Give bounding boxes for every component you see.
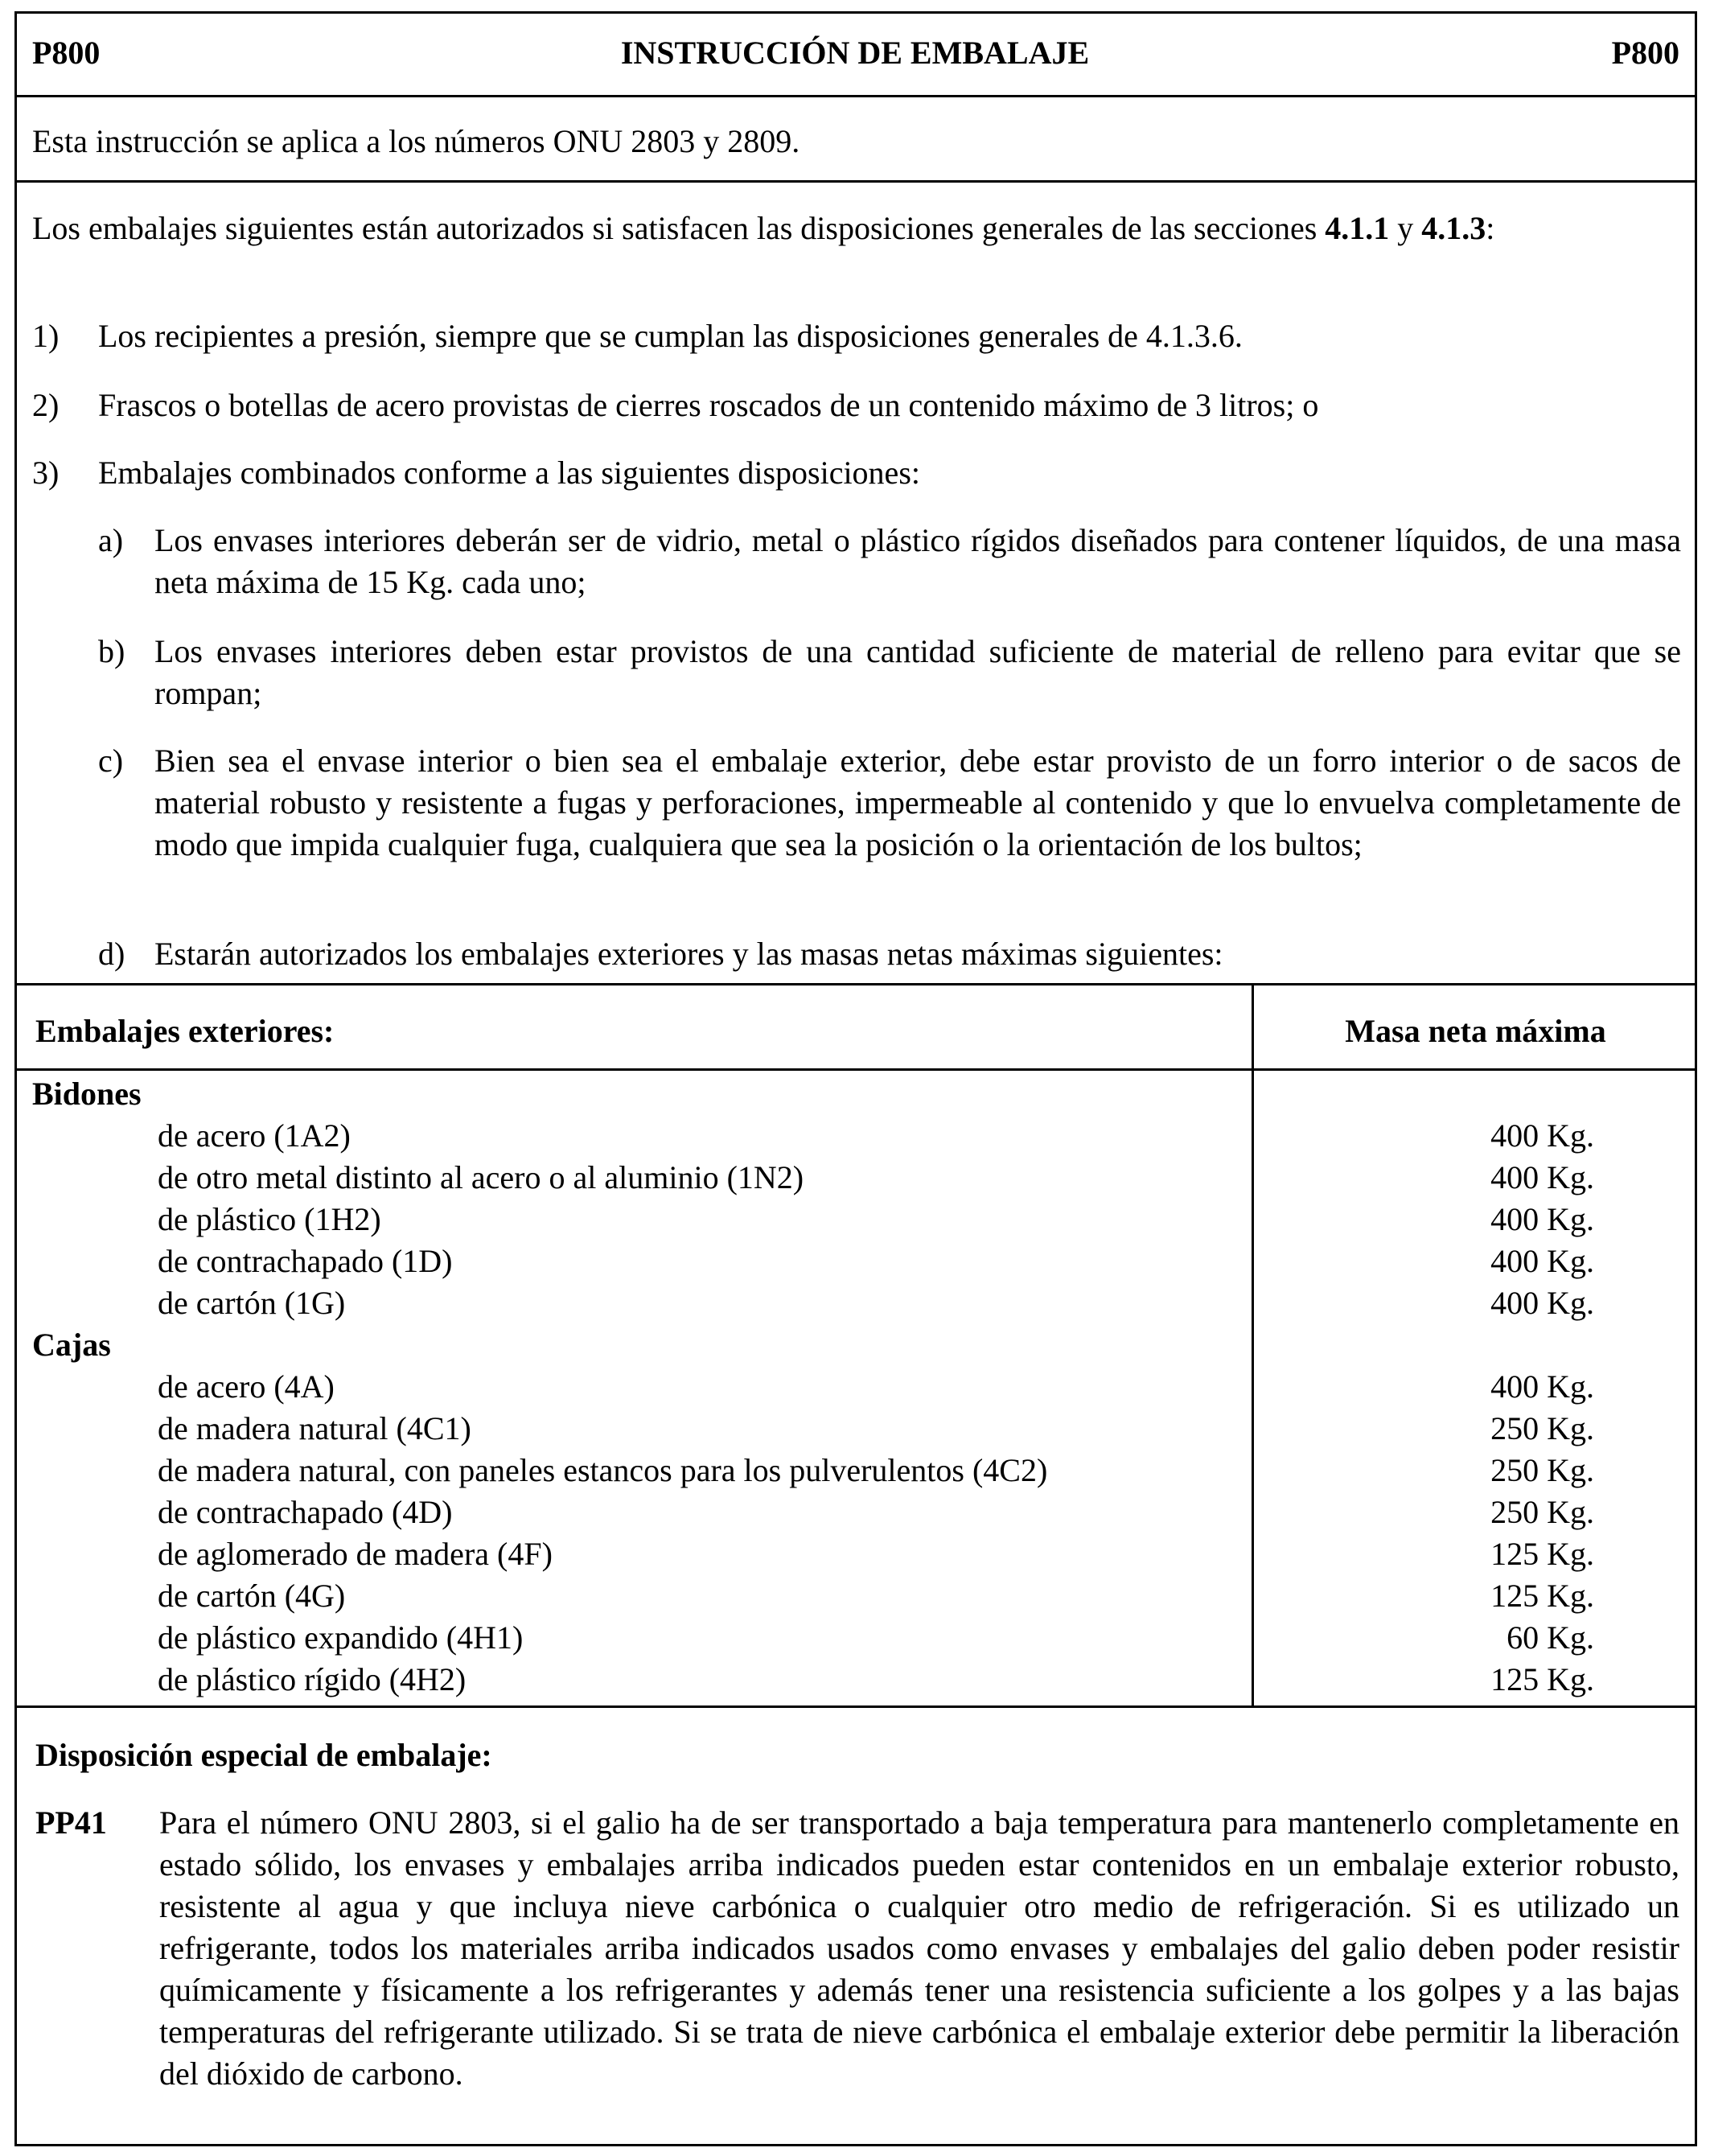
item-3-number: 3) <box>32 455 60 491</box>
table-row-value: 125 Kg. <box>1490 1578 1594 1614</box>
item-2-number: 2) <box>32 387 60 423</box>
item-3-text: Embalajes combinados conforme a las siguientes disposiciones: <box>98 455 920 491</box>
table-row-label: de madera natural (4C1) <box>158 1410 471 1446</box>
table-row-value: 250 Kg. <box>1490 1494 1594 1530</box>
header-title: INSTRUCCIÓN DE EMBALAJE <box>620 35 1090 71</box>
group-drums-heading: Bidones <box>32 1076 142 1112</box>
subitem-a-letter: a) <box>98 522 124 558</box>
table-header-outer-packaging: Embalajes exteriores: <box>35 1013 335 1049</box>
table-row-value: 250 Kg. <box>1490 1410 1594 1446</box>
group-boxes-heading: Cajas <box>32 1327 111 1363</box>
intro-ref-4-1-3: 4.1.3 <box>1421 210 1486 246</box>
header-divider <box>14 95 1697 97</box>
intro-colon: : <box>1486 210 1495 246</box>
table-row-label: de cartón (1G) <box>158 1285 346 1321</box>
intro-text: Los embalajes siguientes están autorizados si satisfacen las disposiciones generales de las secciones <box>32 210 1326 246</box>
header-code-right: P800 <box>1611 35 1679 71</box>
header-code-left: P800 <box>32 35 101 71</box>
intro-paragraph <box>32 208 1679 249</box>
table-row-label: de contrachapado (1D) <box>158 1243 453 1279</box>
item-1-number: 1) <box>32 318 60 354</box>
table-top-border <box>14 983 1697 985</box>
table-row-label: de plástico (1H2) <box>158 1201 381 1237</box>
item-1-text: Los recipientes a presión, siempre que se cumplan las disposiciones generales de 4.1.3.6. <box>98 318 1243 354</box>
table-row-label: de aglomerado de madera (4F) <box>158 1536 553 1572</box>
subitem-a-content: Los envases interiores deberán ser de vidrio, metal o plástico rígidos diseñados para contener líquidos, de una masa neta máxima de 15 Kg. cada uno; <box>154 522 1681 600</box>
subitem-b-letter: b) <box>98 633 125 669</box>
subitem-c-letter: c) <box>98 743 124 779</box>
special-provision-code: PP41 <box>35 1804 107 1841</box>
subitem-c-text: Bien sea el envase interior o bien sea el embalaje exterior, debe estar provisto de un forro interior o de sacos de material robusto y resistente a fugas y perforaciones, impermeable al contenido y que lo envuelva completamente de modo que impida cualquier fuga, cualquiera que sea la posición o la orientación de los bultos; <box>154 743 1681 862</box>
table-row-value: 400 Kg. <box>1490 1159 1594 1195</box>
table-row-value: 400 Kg. <box>1490 1243 1594 1279</box>
subitem-d-letter: d) <box>98 936 125 972</box>
subitem-a-text <box>154 520 1681 603</box>
item-2-text: Frascos o botellas de acero provistas de cierres roscados de un contenido máximo de 3 litros; o <box>98 387 1319 423</box>
special-provision-text: Para el número ONU 2803, si el galio ha de ser transportado a baja temperatura para mantenerlo completamente en estado sólido, los envases y embalajes arriba indicados pueden estar contenidos en un embalaje exterior robusto, resistente al agua y que incluya nieve carbónica o cualquier otro medio de refrigeración. Si es utilizado un refrigerante, todos los materiales arriba indicados usados como envases y embalajes del galio deben poder resistir químicamente y físicamente a los refrigerantes y además tener una resistencia suficiente a los golpes y a las bajas temperaturas del refrigerante utilizado. Si se trata de nieve carbónica el embalaje exterior debe permitir la liberación del dióxido de carbono. <box>159 1804 1679 2092</box>
subitem-d-text: Estarán autorizados los embalajes exteriores y las masas netas máximas siguientes: <box>154 936 1223 972</box>
table-header-divider <box>14 1068 1697 1071</box>
table-row-value: 125 Kg. <box>1490 1536 1594 1572</box>
table-row-label: de acero (1A2) <box>158 1117 351 1154</box>
applies-divider <box>14 180 1697 183</box>
table-row-value: 400 Kg. <box>1490 1117 1594 1154</box>
table-bottom-border <box>14 1705 1697 1708</box>
table-row-label: de plástico rígido (4H2) <box>158 1661 467 1697</box>
table-row-value: 400 Kg. <box>1490 1368 1594 1405</box>
table-row-label: de otro metal distinto al acero o al aluminio (1N2) <box>158 1159 804 1195</box>
table-row-label: de plástico expandido (4H1) <box>158 1619 524 1656</box>
table-row-label: de cartón (4G) <box>158 1578 346 1614</box>
subitem-b-text: Los envases interiores deben estar provistos de una cantidad suficiente de material de relleno para evitar que se rompan; <box>154 633 1681 711</box>
table-row-value: 60 Kg. <box>1507 1619 1594 1656</box>
applies-text: Esta instrucción se aplica a los números ONU 2803 y 2809. <box>32 123 800 159</box>
table-header-max-net-mass: Masa neta máxima <box>1345 1013 1606 1049</box>
table-row-value: 125 Kg. <box>1490 1661 1594 1697</box>
table-row-label: de madera natural, con paneles estancos para los pulverulentos (4C2) <box>158 1452 1048 1488</box>
table-row-label: de contrachapado (4D) <box>158 1494 453 1530</box>
intro-and: y <box>1389 210 1422 246</box>
table-row-label: de acero (4A) <box>158 1368 335 1405</box>
table-row-value: 400 Kg. <box>1490 1285 1594 1321</box>
intro-ref-4-1-1: 4.1.1 <box>1325 210 1390 246</box>
table-row-value: 250 Kg. <box>1490 1452 1594 1488</box>
table-row-value: 400 Kg. <box>1490 1201 1594 1237</box>
special-provision-heading: Disposición especial de embalaje: <box>35 1737 492 1773</box>
